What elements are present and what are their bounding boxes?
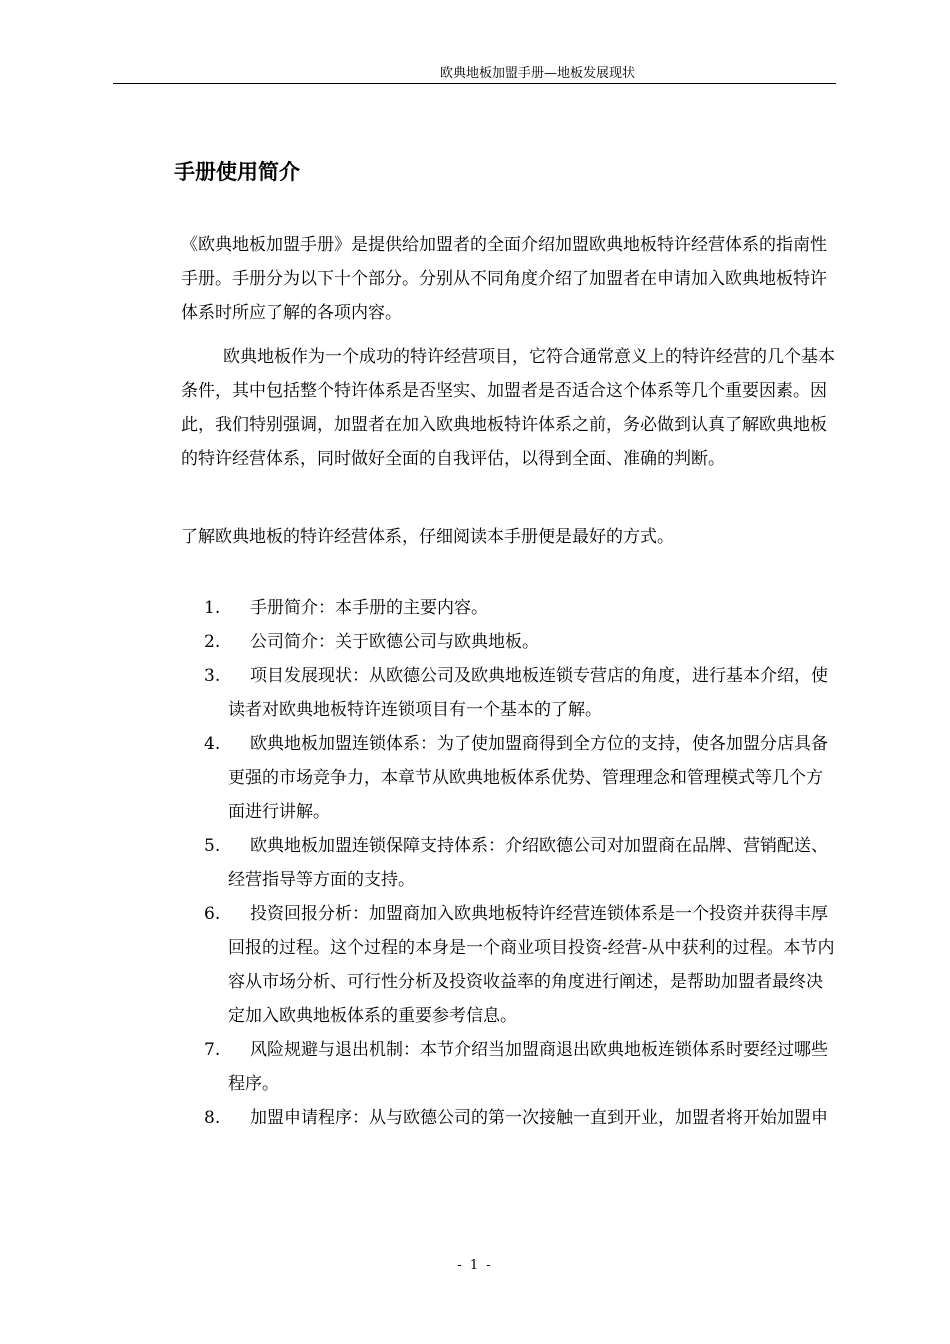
list-item-5: [204, 829, 838, 897]
running-header: 欧典地板加盟手册—地板发展现状: [440, 66, 636, 81]
list-item-number: 2.: [204, 632, 221, 652]
list-item-number: 4.: [204, 734, 221, 754]
list-item-text: 手册简介：本手册的主要内容。: [250, 598, 488, 618]
list-item-text: 项目发展现状：从欧德公司及欧典地板连锁专营店的角度，进行基本介绍，使读者对欧典地板特许连锁项目有一个基本的了解。: [228, 666, 828, 720]
list-item-text: 欧典地板加盟连锁体系：为了使加盟商得到全方位的支持，使各加盟分店具备更强的市场竞争力，本章节从欧典地板体系优势、管理理念和管理模式等几个方面进行讲解。: [228, 734, 828, 822]
list-item-number: 5.: [204, 836, 221, 856]
list-item-8: [204, 1101, 838, 1135]
header-rule: [113, 83, 836, 84]
page-number: - 1 -: [457, 1258, 493, 1273]
intro-paragraph: 《欧典地板加盟手册》是提供给加盟者的全面介绍加盟欧典地板特许经营体系的指南性手册。手册分为以下十个部分。分别从不同角度介绍了加盟者在申请加入欧典地板特许体系时所应了解的各项内容。: [181, 235, 827, 323]
list-item-number: 7.: [204, 1040, 221, 1060]
list-item-number: 3.: [204, 666, 221, 686]
list-item-text: 公司简介：关于欧德公司与欧典地板。: [250, 632, 539, 652]
closing-paragraph: 了解欧典地板的特许经营体系，仔细阅读本手册便是最好的方式。: [181, 527, 674, 547]
list-item-7: [204, 1033, 838, 1101]
list-item-3: [204, 659, 838, 727]
list-item-number: 1.: [204, 598, 221, 618]
body-paragraph: 欧典地板作为一个成功的特许经营项目，它符合通常意义上的特许经营的几个基本条件，其中包括整个特许体系是否坚实、加盟者是否适合这个体系等几个重要因素。因此，我们特别强调，加盟者在加入欧典地板特许体系之前，务必做到认真了解欧典地板的特许经营体系，同时做好全面的自我评估，以得到全面、准确的判断。: [181, 347, 835, 469]
chapter-list: [204, 591, 838, 1135]
list-item-4: [204, 727, 838, 829]
list-item-text: 欧典地板加盟连锁保障支持体系：介绍欧德公司对加盟商在品牌、营销配送、经营指导等方面的支持。: [228, 836, 828, 890]
list-item-number: 6.: [204, 904, 221, 924]
section-title: 手册使用简介: [174, 160, 300, 184]
list-item-2: [204, 625, 838, 659]
list-item-text: 投资回报分析：加盟商加入欧典地板特许经营连锁体系是一个投资并获得丰厚回报的过程。这个过程的本身是一个商业项目投资-经营-从中获利的过程。本节内容从市场分析、可行性分析及投资收益率的角度进行阐述，是帮助加盟者最终决定加入欧典地板体系的重要参考信息。: [228, 904, 835, 1026]
list-item-number: 8.: [204, 1108, 221, 1128]
list-item-1: [204, 591, 838, 625]
list-item-6: [204, 897, 838, 1033]
list-item-text: 加盟申请程序：从与欧德公司的第一次接触一直到开业，加盟者将开始加盟申: [250, 1108, 828, 1128]
list-item-text: 风险规避与退出机制：本节介绍当加盟商退出欧典地板连锁体系时要经过哪些程序。: [228, 1040, 828, 1094]
